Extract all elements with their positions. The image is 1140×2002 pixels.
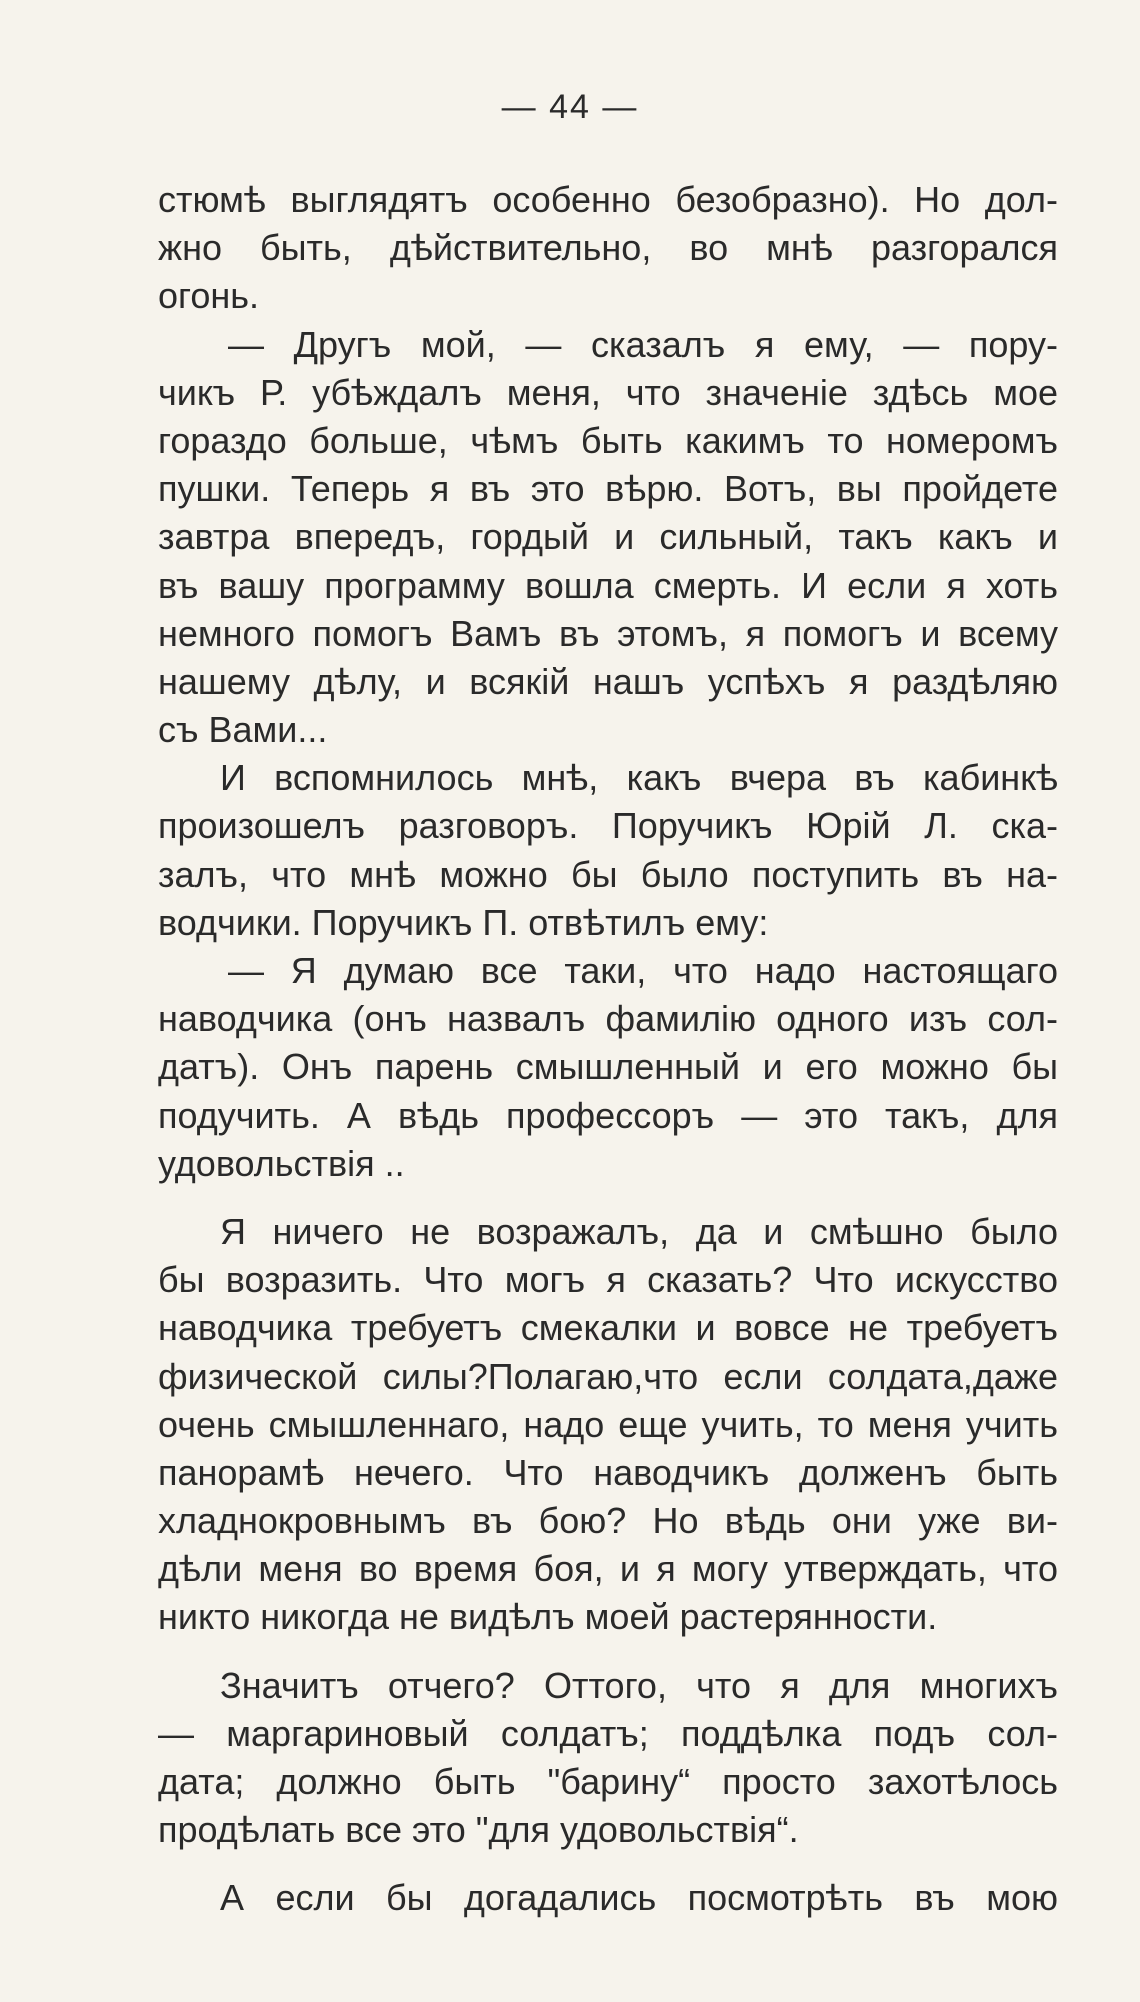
- text-line: дѣли меня во время боя, и я могу утверждать, что: [158, 1548, 1058, 1590]
- text-line: дата; должно быть "барину“ просто захотѣлось: [158, 1761, 1058, 1802]
- text-line: наводчика требуетъ смекалки и вовсе не требуетъ: [158, 1307, 1058, 1349]
- text-line: немного помогъ Вамъ въ этомъ, я помогъ и всему: [158, 612, 1058, 654]
- text-line: физической силы?Полагаю,что если солдата,даже: [158, 1355, 1058, 1397]
- text-line: панорамѣ нечего. Что наводчикъ долженъ быть: [158, 1451, 1058, 1493]
- text-line: хладнокровнымъ въ бою? Но вѣдь они уже ви-: [158, 1500, 1058, 1542]
- text-line: огонь.: [158, 275, 260, 317]
- text-line: И вспомнилось мнѣ, какъ вчера въ кабинкѣ: [220, 757, 1058, 799]
- text-line: — маргариновый солдатъ; поддѣлка подъ сол-: [158, 1712, 1058, 1754]
- text-line: завтра впередъ, гордый и сильный, такъ какъ и: [158, 516, 1058, 558]
- page-number: — 44 —: [501, 88, 639, 126]
- text-line: удовольствія ..: [158, 1142, 405, 1184]
- text-line: — Я думаю все таки, что надо настоящаго: [228, 950, 1058, 991]
- text-line: жно быть, дѣйствительно, во мнѣ разгорался: [158, 227, 1058, 269]
- text-line: никто никогда не видѣлъ моей растерянности.: [158, 1596, 938, 1638]
- text-line: стюмѣ выглядятъ особенно безобразно). Но дол-: [158, 179, 1058, 220]
- text-line: наводчика (онъ назвалъ фамилію одного изъ сол-: [158, 998, 1058, 1040]
- text-line: продѣлать все это "для удовольствія“.: [158, 1809, 799, 1851]
- text-line: залъ, что мнѣ можно бы было поступить въ на-: [158, 853, 1058, 895]
- text-line: очень смышленнаго, надо еще учить, то меня учить: [158, 1403, 1058, 1445]
- text-line: — Другъ мой, — сказалъ я ему, — пору-: [228, 323, 1058, 365]
- text-line: Я ничего не возражалъ, да и смѣшно было: [220, 1210, 1058, 1252]
- text-line: съ Вами...: [158, 709, 328, 751]
- text-line: А если бы догадались посмотрѣть въ мою: [220, 1877, 1058, 1919]
- text-line: бы возразить. Что могъ я сказать? Что искусство: [158, 1259, 1058, 1301]
- text-line: нашему дѣлу, и всякій нашъ успѣхъ я раздѣляю: [158, 660, 1058, 702]
- text-line: датъ). Онъ парень смышленный и его можно бы: [158, 1046, 1058, 1088]
- text-line: произошелъ разговоръ. Поручикъ Юрій Л. ска-: [158, 805, 1058, 847]
- text-line: чикъ Р. убѣждалъ меня, что значеніе здѣсь мое: [158, 371, 1058, 413]
- text-line: пушки. Теперь я въ это вѣрю. Вотъ, вы пройдете: [158, 468, 1058, 510]
- text-line: Значитъ отчего? Оттого, что я для многихъ: [220, 1664, 1058, 1706]
- text-line: въ вашу программу вошла смерть. И если я хоть: [158, 564, 1058, 606]
- text-line: водчики. Поручикъ П. отвѣтилъ ему:: [158, 901, 769, 943]
- text-line: подучить. А вѣдь профессоръ — это такъ, для: [158, 1094, 1058, 1136]
- text-line: гораздо больше, чѣмъ быть какимъ то номеромъ: [158, 419, 1058, 461]
- body-text: [158, 176, 1058, 1923]
